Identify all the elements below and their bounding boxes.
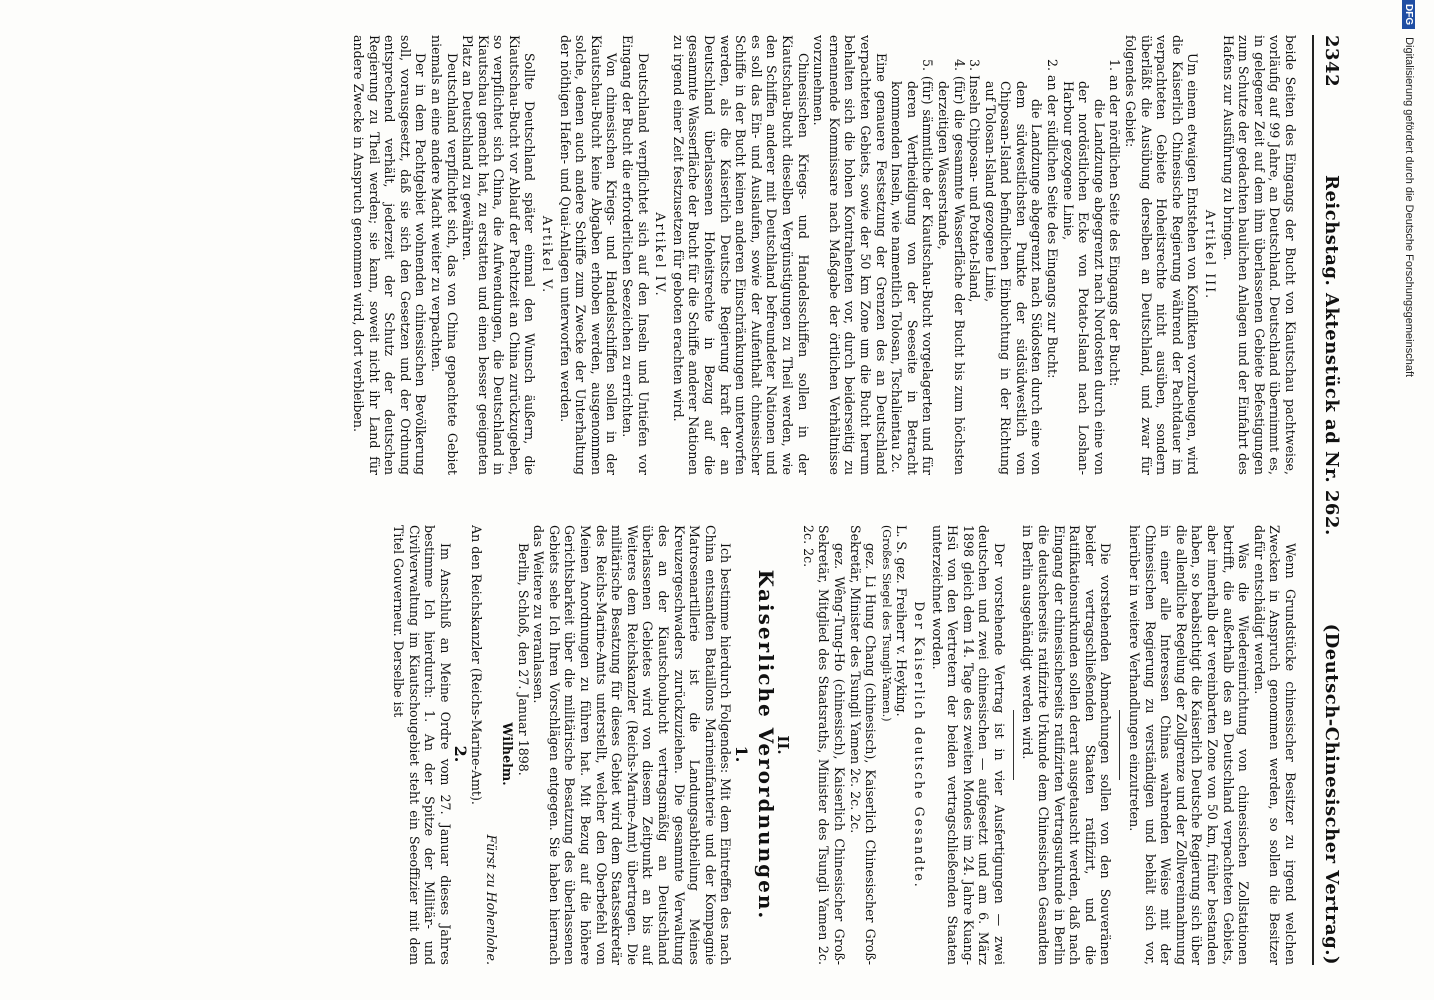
- list-item: 5. (für) sämmtliche der Kiautschau-Bucht vorgelagerten und für deren Vertheidigung von der Seeseite in Betracht kommenden Inseln, wie namentlich Tolosan, Tschalientau 2c.: [889, 59, 936, 475]
- paragraph: Die vorstehenden Abmachungen sollen von den Souveränen beider vertragschließenden Staaten ratifizirt, und die Ratifikationsurkunden sollen derart ausgetauscht werden, daß nach Eingang der chinesischerseits ratifizirten Vertragsurkunde in Berlin die deutscherseits ratifizirte Urkunde dem Chinesischen Gesandten in Berlin ausgehändigt werden wird.: [1020, 525, 1114, 965]
- list-item: 4. (für) die gesammte Wasserfläche der Bucht bis zum höchsten derzeitigen Wasserstande,: [935, 59, 967, 475]
- page-header: [1312, 35, 1350, 965]
- page-number: 2342: [1321, 35, 1343, 88]
- paragraph: Sollte Deutschland später einmal den Wunsch äußern, die Kiautschau-Bucht vor Ablauf der Pachtzeit an China zurückzugeben, so verpflichtet sich China, die Aufwendungen, die Deutschland in Kiautschau gemacht hat, zu erstatten und einen besser geeigneten Platz an Deutschland zu gewähren.: [460, 35, 538, 475]
- paragraph: Deutschland verpflichtet sich, das von China gepachtete Gebiet niemals an eine andere Macht weiter zu verpachten.: [428, 35, 460, 475]
- paragraph: Im Anschluß an Meine Ordre vom 27. Januar dieses Jahres bestimme Ich hierdurch: 1. An der Spitze der Militär- und Civilverwaltung im Kiautschougebiet steht ein Seeoffizier mit dem Titel Gouverneur. Derselbe ist: [390, 525, 453, 965]
- signature-block: gez. Wêng-Tung-Ho (chinesisch), Kaiserlich Chinesischer Groß-Sekretär, Mitglied des Staatsraths, Minister des Tsungli Yamen 2c. 2c. 2c.: [800, 525, 847, 965]
- funding-note: [1396, 0, 1422, 984]
- place-date: Berlin, Schloß, den 27. Januar 1898.: [515, 543, 531, 776]
- paragraph: Eine genauere Festsetzung der Grenzen des an Deutschland verpachteten Gebiets, sowie der 50 km Zone um die Bucht herum behalten sich die hohen Kontrahenten vor, durch beiderseitig zu ernennende Kommissare nach Maßgabe der örtlichen Verhältnisse vorzunehmen.: [811, 35, 889, 475]
- signature-line: L. S. gez. Freiherr v. Heyking.: [894, 525, 910, 717]
- list-item-detail: die Landzunge abgegrenzt nach Südosten durch eine von dem südwestlichsten Punkte der südsüdwestlich von Chiposan-Island befindlichen Einbuchtung in der Richtung auf Tolosan-Island gezogene Linie,: [982, 81, 1045, 475]
- list-item: 2. an der südlichen Seite des Eingangs zur Bucht:: [1045, 59, 1061, 379]
- paragraph: beide Seiten des Eingangs der Bucht von Kiautschau pachtweise, vorläufig auf 99 Jahre, an Deutschland. Deutschland übernimmt es, in gelegener Zeit auf dem ihm überlassenen Gebiete Befestigungen zum Schutze der gedachten baulichen Anlagen und der Einfahrt des Hafens zur Ausführung zu bringen.: [1220, 35, 1298, 475]
- article-heading: Artikel V.: [540, 215, 556, 295]
- addressee: An den Reichskanzler (Reichs-Marine-Amt).: [468, 525, 484, 805]
- list-item: 1. an der nördlichen Seite des Eingangs der Bucht:: [1107, 59, 1123, 387]
- list-item-detail: die Landzunge abgegrenzt nach Nordosten durch eine von der nordöstlichen Ecke von Potato-Island nach Loshan-Harbour gezogene Linie,: [1060, 81, 1107, 475]
- paragraph: Um einem etwaigen Entstehen von Konflikten vorzubeugen, wird die Kaiserlich Chinesische Regierung während der Pachtdauer im verpachteten Gebiete Hoheitsrechte nicht ausüben, sondern überläßt die Ausübung derselben an Deutschland, und zwar für folgendes Gebiet:: [1123, 35, 1201, 475]
- right-column: [33, 525, 1298, 965]
- decree-number: 1.: [732, 745, 751, 763]
- paragraph: Von chinesischen Kriegs- und Handelsschiffen sollen in der Kiautschau-Bucht keine Abgaben erhoben werden, ausgenommen solche, denen auch andere Schiffe zum Zwecke der Unterhaltung der nöthigen Hafen- und Quai-Anlagen unterworfen werden.: [557, 35, 620, 475]
- header-subject: (Deutsch-Chinesischer Vertrag.): [1321, 623, 1343, 965]
- funding-text: Digitalisierung gefördert durch die Deutsche Forschungsgemeinschaft: [1403, 37, 1415, 378]
- signature-title: Der Kaiserlich deutsche Gesandte.: [911, 601, 927, 889]
- divider: [1119, 710, 1120, 780]
- paragraph: Deutschland verpflichtet sich auf den Inseln und Untiefen vor Eingang der Bucht die erforderlichen Seezeichen zu errichten.: [620, 35, 651, 475]
- paragraph: Ich bestimme hierdurch Folgendes: Mit dem Eintreffen des nach China entsandten Bataillons Marineinfanterie und der Kompagnie Matrosenartillerie ist die Landungsabtheilung Meines Kreuzergeschwaders zurückzuziehen. Die gesammte Verwaltung des an der Kiautschoubucht vertragsmäßig an Deutschland überlassenen Gebietes wird von diesem Zeitpunkt an bis auf Weiteres dem Reichskanzler (Reichs-Marine-Amt) übertragen. Die militärische Besatzung für dieses Gebiet wird dem Staatssekretär des Reichs-Marine-Amts unterstellt, welcher den Oberbefehl von Meinen Anordnungen zu führen hat. Mit Bezug auf die höhere Gerichtsbarkeit über die militärische Besatzung des überlassenen Gebiets sehe Ich Ihren Vorschlägen entgegen. Sie haben hiernach das Weitere zu veranlassen.: [531, 525, 734, 965]
- paragraph: Wenn Grundstücke chinesischer Besitzer zu irgend welchen Zwecken in Anspruch genommen werden, so sollen die Besitzer dafür entschädigt werden.: [1251, 525, 1298, 965]
- section-title: Kaiserliche Verordnungen.: [753, 569, 778, 921]
- divider: [1013, 710, 1014, 780]
- section-number: II.: [774, 735, 793, 755]
- dfg-logo: DFG: [1403, 0, 1416, 29]
- left-column: [33, 35, 1298, 475]
- article-heading: Artikel III.: [1203, 209, 1219, 301]
- signature-wilhelm: Wilhelm.: [500, 722, 516, 786]
- header-title: Reichstag. Aktenstück ad Nr. 262.: [1321, 175, 1343, 536]
- article-heading: Artikel IV.: [653, 212, 669, 298]
- paragraph: Was die Wiedereinrichtung von chinesischen Zollstationen betrifft, die außerhalb des an Deutschland verpachteten Gebiets, aber innerhalb der vereinbarten Zone von 50 km, früher bestanden haben, so beabsichtigt die Kaiserlich Deutsche Regierung sich über die allendliche Regelung der Zollgrenze und der Zollvereinnahmung in einer alle Interessen Chinas wahrenden Weise mit der Chinesischen Regierung zu verständigen und behält sich vor, hierüber in weitere Verhandlungen einzutreten.: [1127, 525, 1252, 965]
- list-item: 3. Inseln Chiposan- und Potato-Island,: [967, 59, 983, 303]
- paragraph: Chinesischen Kriegs- und Handelsschiffen sollen in der Kiautschau-Bucht dieselben Vergünstigungen zu Theil werden, wie den Schiffen anderer mit Deutschland befreundeter Nationen und es soll das Ein- und Auslaufen, sowie der Aufenthalt chinesischer Schiffe in der Bucht keinen anderen Einschränkungen unterworfen werden, als die Kaiserlich Deutsche Regierung kraft der an Deutschland überlassenen Hoheitsrechte in Bezug auf die gesammte Wasserfläche der Bucht für die Schiffe anderer Nationen zu irgend einer Zeit festzusetzen für geboten erachten wird.: [670, 35, 811, 475]
- paragraph: Der in dem Pachtgebiet wohnenden chinesischen Bevölkerung soll, vorausgesetzt, daß sie sich den Gesetzen und der Ordnung entsprechend verhält, jederzeit der Schutz der deutschen Regierung zu Theil werden; sie kann, soweit nicht ihr Land für andere Zwecke in Anspruch genommen wird, dort verbleiben.: [350, 35, 429, 475]
- paragraph: Der vorstehende Vertrag ist in vier Ausfertigungen — zwei deutschen und zwei chinesischen — aufgesetzt und am 6. März 1898 gleich dem 14. Tage des zweiten Mondes im 24. Jahre Kuang-Hsü von den Vertretern der beiden vertragschließenden Staaten unterzeichnet worden.: [929, 525, 1007, 965]
- signature-hohenlohe: Fürst zu Hohenlohe.: [484, 834, 500, 965]
- decree-number: 2.: [451, 745, 471, 763]
- signature-block: gez. Li Hung Chang (chinesisch), Kaiserlich Chinesischer Groß-Sekretär, Minister des Tsungli Yamen 2c. 2c. 2c.: [847, 525, 879, 965]
- seal-note: (Großes Siegel des Tsungli-Yamen.): [879, 525, 893, 722]
- rotated-document-page: [20, 35, 1350, 965]
